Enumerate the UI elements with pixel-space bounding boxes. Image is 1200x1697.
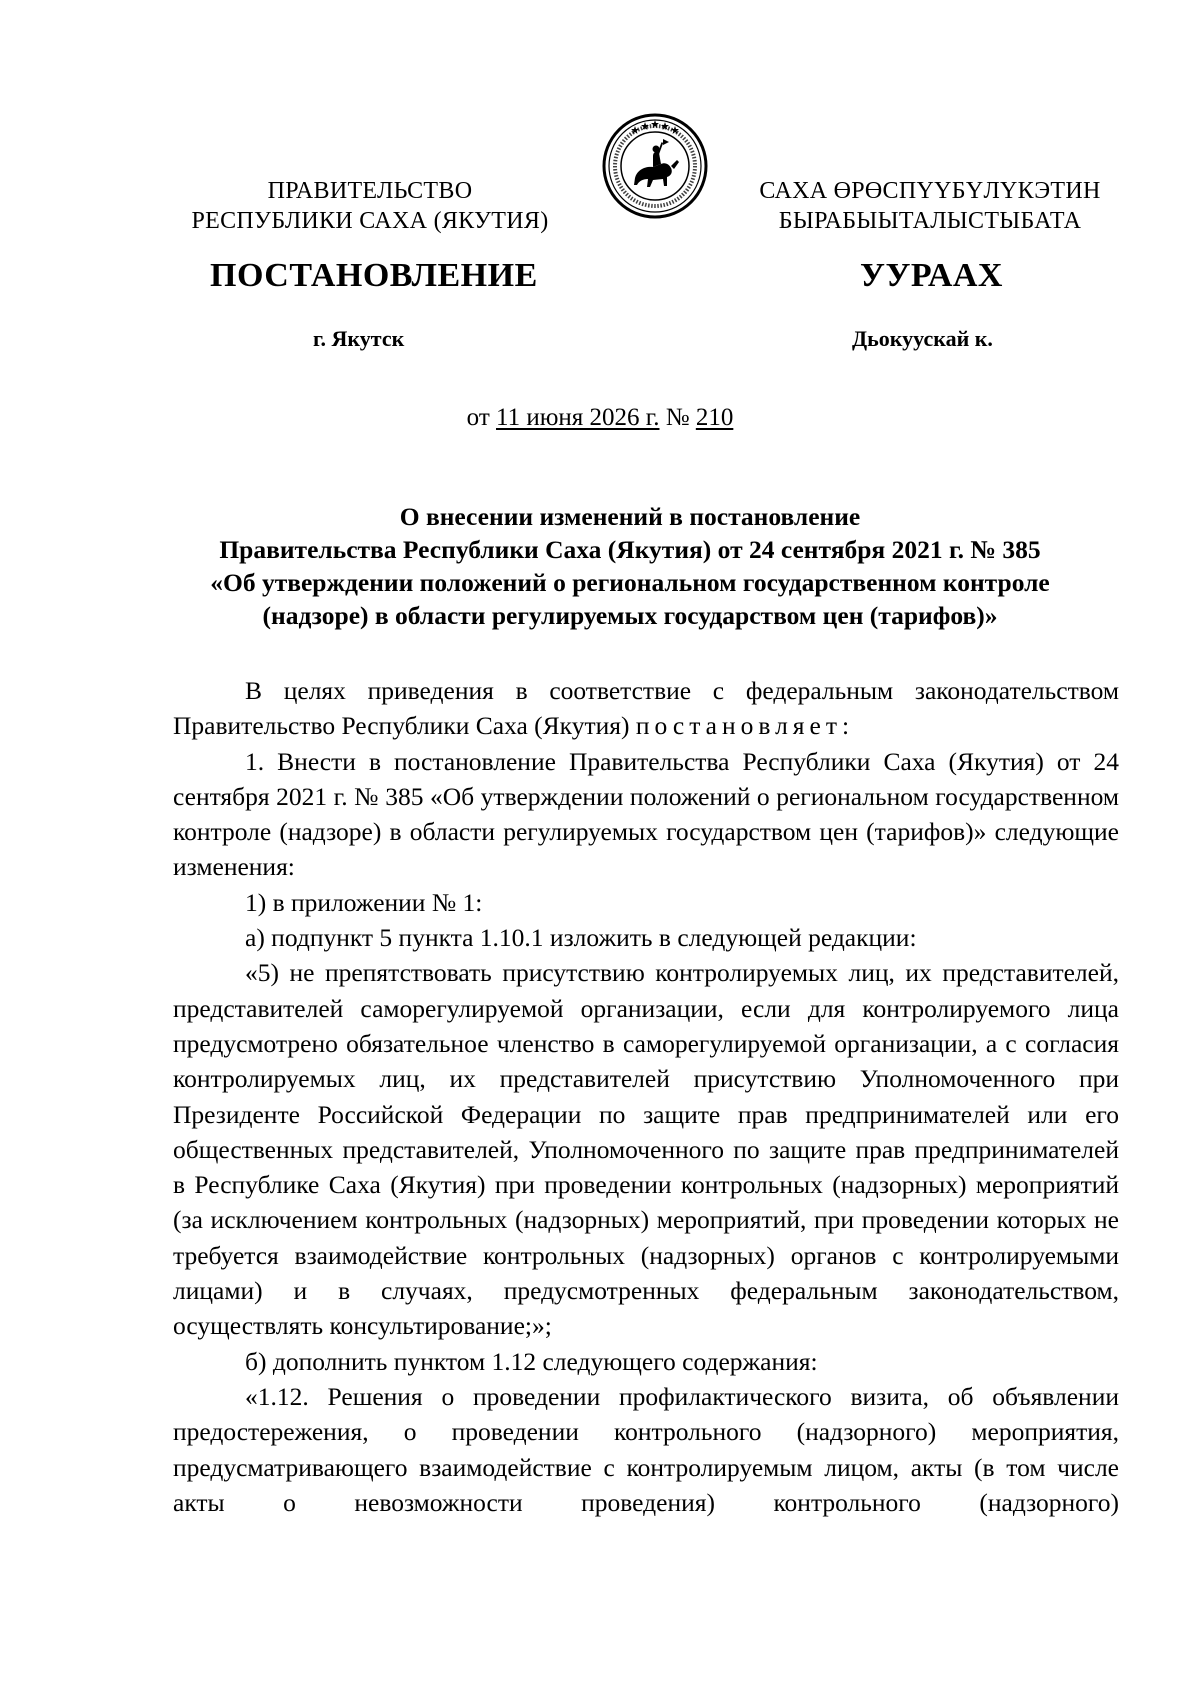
paragraph-item-1: 1. Внести в постановление Правительства Республики Саха (Якутия) от 24 сентября 2021 г. № 385 «Об утверждении положений о региональном государственном контроле (надзоре) в области регулируемых государством цен (тарифов)» следующие изменения: — [173, 746, 1119, 882]
header-left-line1: ПРАВИТЕЛЬСТВО — [267, 178, 473, 204]
date-prefix: от — [466, 404, 490, 431]
document-date: 11 июня 2026 г. — [496, 404, 660, 431]
title-line-2: Правительства Республики Саха (Якутия) от 24 сентября 2021 г. № 385 — [219, 535, 1041, 564]
doc-type-yakut: УУРААХ — [860, 257, 1003, 294]
header-left-line2: РЕСПУБЛИКИ САХА (ЯКУТИЯ) — [191, 208, 549, 234]
document-number: 210 — [695, 404, 734, 431]
sakha-coat-of-arms-icon — [601, 112, 709, 220]
header-right-line1: САХА ӨРӨСПҮҮБҮЛҮКЭТИН — [759, 178, 1101, 204]
city-yakut: Дьокуускай к. — [852, 326, 993, 351]
doc-type-russian: ПОСТАНОВЛЕНИЕ — [210, 257, 538, 294]
preamble-resolves: постановляет: — [635, 711, 855, 741]
title-line-1: О внесении изменений в постановление — [399, 502, 861, 531]
paragraph-subitem-b: б) дополнить пунктом 1.12 следующего содержания: — [245, 1346, 818, 1376]
city-russian: г. Якутск — [313, 326, 405, 351]
header-left-authority — [180, 176, 560, 236]
number-sign: № — [665, 404, 690, 431]
title-line-3: «Об утверждении положений о региональном государственном контроле — [210, 568, 1050, 597]
paragraph-subitem-a: а) подпункт 5 пункта 1.10.1 изложить в следующей редакции: — [245, 923, 917, 953]
preamble-text: В целях приведения в соответствие с федеральным законодательством Правительство Республики Саха (Якутия) — [173, 676, 1119, 741]
paragraph-subitem-1: 1) в приложении № 1: — [245, 887, 483, 917]
header-right-line2: БЫРАБЫЫТАЛЫСТЫБАТА — [778, 208, 1082, 234]
paragraph-quote-1-12: «1.12. Решения о проведении профилактического визита, об объявлении предостережения, о проведении контрольного (надзорного) мероприятия, предусматривающего взаимодействие с контролируемым лицом, акты (в том числе акты о невозможности проведения) контрольного (надзорного) — [173, 1381, 1119, 1517]
document-body — [173, 673, 1119, 1520]
paragraph-quote-5: «5) не препятствовать присутствию контролируемых лиц, их представителей, представителей саморегулируемой организации, если для контролируемого лица предусмотрено обязательное членство в саморегулируемой организации, а с согласия контролируемых лиц, их представителей присутствию Уполномоченного при Президенте Российской Федерации по защите прав предпринимателей или его общественных представителей, Уполномоченного по защите прав предпринимателей в Республике Саха (Якутия) при проведении контрольных (надзорных) мероприятий (за исключением контрольных (надзорных) мероприятий, при проведении которых не требуется взаимодействие контрольных (надзорных) органов с контролируемыми лицами) и в случаях, предусмотренных федеральным законодательством, осуществлять консультирование;»; — [173, 958, 1119, 1341]
paragraph-preamble — [173, 673, 1119, 744]
date-number-line — [0, 402, 1200, 434]
title-line-4: (надзоре) в области регулируемых государством цен (тарифов)» — [262, 601, 998, 630]
header-right-authority — [740, 176, 1120, 236]
document-title — [150, 500, 1110, 632]
